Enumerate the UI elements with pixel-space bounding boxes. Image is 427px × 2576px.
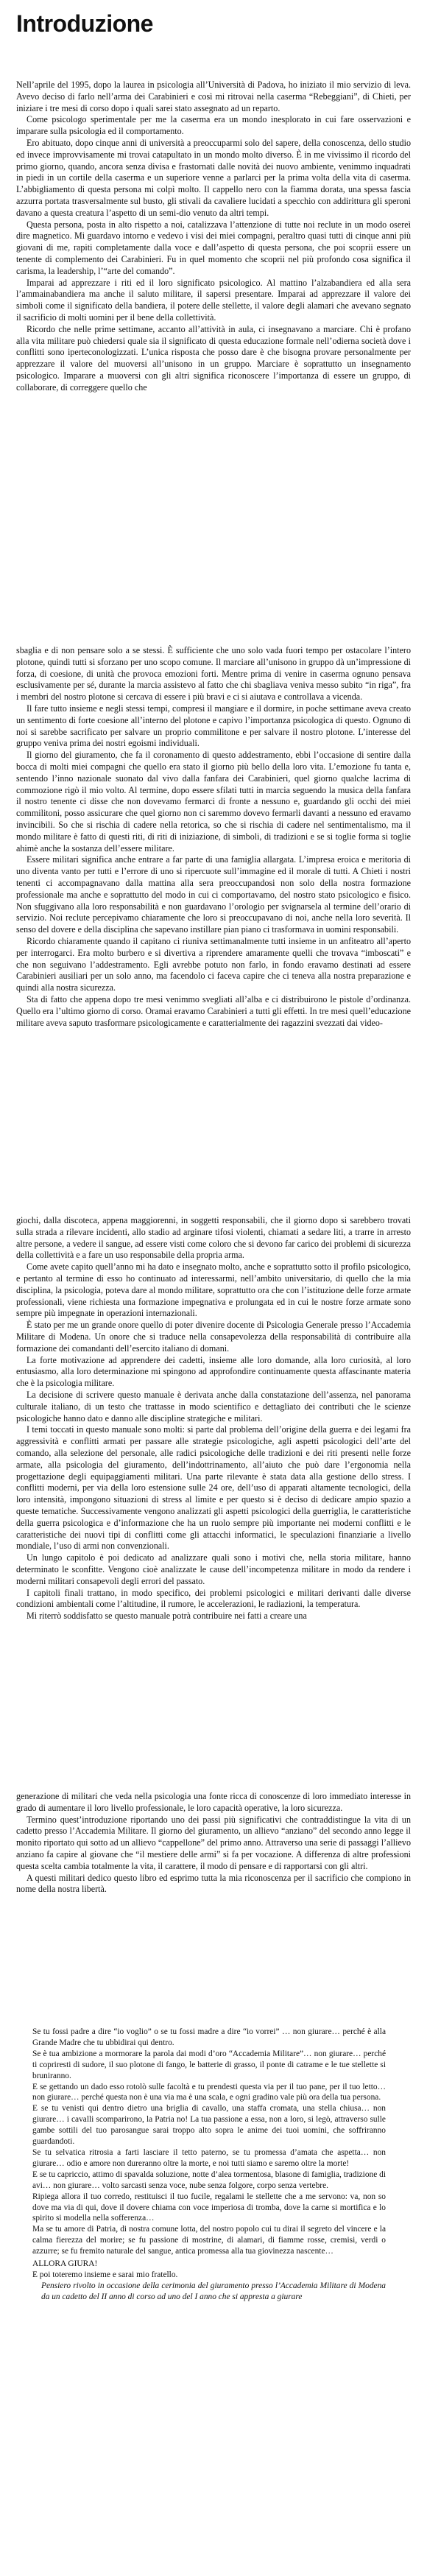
paragraph: La forte motivazione ad apprendere dei cadetti, insieme alle loro domande, alla loro curiosità, al loro entusiasmo, alla loro determinazione mi spingono ad approfondire continuamente questa affascinante materia che è la psicologia militare.	[16, 1354, 411, 1389]
paragraph: I capitoli finali trattano, in modo specifico, dei problemi psicologici e militari derivanti dalle diverse condizioni ambientali come l’altitudine, il rumore, le accelerazioni, le radiazioni, la temperatura.	[16, 1587, 411, 1610]
oath-poem	[16, 2027, 411, 2566]
paragraph: Ricordo che nelle prime settimane, accanto all’attività in aula, ci insegnavano a marciare. Chi è profano alla vita militare può chiedersi quale sia il significato di questa educazione formale nell’odierna società dove i conflitti sono iperteconologizzati. L’unica risposta che posso dare è che bisogna provare personalmente per apprezzare il valore del muoversi all’unisono in un gruppo. Marciare è soprattutto un insegnamento psicologico. Imparare a muoversi con gli altri significa riconoscere l’importanza di essere un gruppo, di collaborare, di correggere quello che	[16, 323, 411, 393]
paragraph: I temi toccati in questo manuale sono molti: si parte dal problema dell’origine della guerra e dei legami fra aggressività e conflitti armati per passare alle strategie psicologiche, agli aspetti psicologici dell’arte del comando, alla selezione del personale, alle radici psicologiche delle tradizioni e dei riti presenti nelle forze armate, alla psicologia del giuramento, dell’indottrinamento, all’aiuto che può dare l’ergonomia nella progettazione degli equipaggiamenti militari. Una parte rilevante è stata data alla gestione dello stress. I conflitti moderni, per via della loro estensione sulle 24 ore, dell’uso di apparati altamente tecnologici, della loro intensità, impongono situazioni di stress al limite e per questo si è deciso di dedicare ampio spazio a queste tematiche. Successivamente vengono analizzati gli aspetti psicologici della guerriglia, le caratteristiche della guerra psicologica e d’informazione che ha un ruolo sempre più importante nei moderni conflitti e le caratteristiche dei nuovi tipi di conflitti come gli attacchi informatici, le speculazioni finanziarie a livello mondiale, l’uso di armi non convenzionali.	[16, 1424, 411, 1552]
paragraph: Imparai ad apprezzare i riti ed il loro significato psicologico. Al mattino l’alzabandiera ed alla sera l’ammainabandiera ma anche il saluto militare, il sapersi presentare. Imparai ad apprezzare il valore dei simboli come il significato della bandiera, il potere delle stellette, il valore degli alamari che avevano segnato il sacrificio di molti uomini per il bene della collettività.	[16, 277, 411, 323]
paragraph: La decisione di scrivere questo manuale è derivata anche dalla constatazione dell’assenza, nel panorama culturale italiano, di un testo che trattasse in modo scientifico e dettagliato dei contributi che le scienze psicologiche hanno dato e danno alle discipline strategiche e militari.	[16, 1389, 411, 1424]
poem-stanza: Se tu fossi padre a dire “io voglio” o se tu fossi madre a dire “io vorrei” … non giurare… perché è alla Grande Madre che tu ubbidirai qui dentro.	[32, 2027, 386, 2047]
page-title: Introduzione	[16, 10, 153, 37]
poem-closing-line: E poi toteremo insieme e sarai mio fratello.	[32, 2270, 178, 2279]
poem-closing: ALLORA GIURA!	[32, 2259, 98, 2269]
paragraph: Come avete capito quell’anno mi ha dato e insegnato molto, anche e soprattutto sotto il profilo psicologico, e pertanto al termine di esso ho continuato ad interessarmi, nell’ambito universitario, di quello che la mia disciplina, la psicologia, poteva dare al mondo militare, soprattutto ora che con l’istituzione delle forze armate professionali, viene richiesta una formazione impegnativa e prolungata ed in cui le nostre forze armate sono sempre più impegnate in operazioni internazionali.	[16, 1261, 411, 1319]
poem-stanza: E se tu venisti qui dentro dietro una briglia di cavallo, una staffa cromata, una stella chiusa… non giurare… i cavalli scomparirono, la Patria no! La tua passione a essa, non a loro, si legò, attraverso sulle gambe sottili del tuo parosangue sarai troppo alto sopra le anime dei tuoi uomini, che soffriranno guardandoti.	[32, 2104, 386, 2147]
paragraph: È stato per me un grande onore quello di poter divenire docente di Psicologia Generale presso l’Accademia Militare di Modena. Un onore che si traduce nella consapevolezza della responsabilità di contribuire alla formazione dei comandanti dell’esercito italiano di domani.	[16, 1320, 411, 1354]
paragraph: Nell’aprile del 1995, dopo la laurea in psicologia all’Università di Padova, ho iniziato il mio servizio di leva. Avevo deciso di farlo nell’arma dei Carabinieri e così mi ritrovai nella caserma “Rebeggiani”, di Chieti, per iniziare i tre mesi di corso dopo i quali sarei stato assegnato ad un reparto.	[16, 80, 411, 113]
poem-stanza: Se è tua ambizione a mormorare la parola dai modi d’oro “Accademia Militare”… non giurare… perché ti copriresti di sudore, il suo plotone di fango, le batterie di grasso, il ponte di catrame e le tue stellette si bruniranno.	[32, 2049, 386, 2080]
paragraph: Il fare tutto insieme e negli stessi tempi, compresi il mangiare e il dormire, in poche settimane aveva creato un sentimento di forte coesione all’interno del plotone e capivo l’importanza psicologica di questo. Ognuno di noi si sarebbe sacrificato per salvare un proprio commilitone e per salvare il nostro plotone. L’interesse del gruppo veniva prima dei nostri egoismi individuali.	[16, 703, 411, 749]
paragraph: Questa persona, posta in alto rispetto a noi, catalizzava l’attenzione di tutte noi reclute in un modo osereì dire magnetico. Mi guardavo intorno e vedevo i visi dei miei compagni, peraltro quasi tutti di cinque anni più giovani di me, rapiti completamente dalla voce e dall’aspetto di questa persona, che poi scoprii essere un tenente di complemento dei Carabinieri. Fu in quel momento che scoprii nel più profondo cosa significa il carisma, la leadership, l’“arte del comando”.	[16, 219, 411, 276]
intro-column-2	[16, 645, 411, 1187]
paragraph: giochi, dalla discoteca, appena maggiorenni, in soggetti responsabili, che il giorno dopo si sarebbero trovati sulla strada a rilevare incidenti, allo stadio ad arginare tifosi violenti, chiamati a sedare liti, a trarre in arresto altre persone, a vedere il sangue, ad essere visti come coloro che si devono far carico dei problemi di sicurezza della collettività e a fare un uso responsabile della propria arma.	[16, 1215, 411, 1261]
paragraph: Ero abituato, dopo cinque anni di università a preoccuparmi solo del sapere, della conoscenza, dello studio ed invece improvvisamente mi trovai catapultato in un mondo molto diverso. È in me vivissimo il ricordo del primo giorno, quando, ancora senza divisa e frastornati dalle novità dei nuovo ambiente, venimmo inquadrati in piedi in un cortile della caserma e un superiore venne a parlarci per la prima volta della vita di caserma. L’abbigliamento di questa persona mi colpì molto. Il cappello nero con la fiamma dorata, una spessa fascia azzurra portata trasversalmente sul busto, gli stivali da cavaliere lucidati a specchio con addirittura gli speroni davano a questa creatura l’aspetto di un semi-dio venuto da altri tempi.	[16, 137, 411, 218]
poem-caption: Pensiero rivolto in occasione della cerimonia del giuramento presso l’Accademia Militare di Modena da un cadetto del II anno di corso ad uno del I anno che si appresta a giurare	[41, 2281, 386, 2301]
paragraph: Il giorno del giuramento, che fa il coronamento di questo addestramento, ebbi l’occasione di sentire dalla bocca di molti miei compagni che quello era stato il giorno più bello della loro vita. L’emozione fu tanta e, sentendo l’inno nazionale suonato dal vivo dalla fanfara dei Carabinieri, quel giorno qualche lacrima di commozione rigò il mio volto. Al termine, dopo essere sfilati tutti in marcia seguendo la musica della fanfara il nostro tenente ci disse che non dovevamo fermarci di fronte a nessuno e, guardando gli occhi dei miei commilitoni, posso assicurare che quel giorno non ci saremmo dovevo fermarli davanti a nessuno ed eravamo invincibili. So che si rischia di cadere nella retorica, so che si rischia di cadere nel sentimentalismo, ma il mondo militare è fatto di questi riti, di riti di iniziazione, di simboli, di tradizioni e se si toglie forma si toglie ahimè anche la sostanza dell’essere militare.	[16, 750, 411, 854]
paragraph: Mi riterrò soddisfatto se questo manuale potrà contribuire nei fatti a creare una	[27, 1611, 307, 1622]
paragraph: Ricordo chiaramente quando il capitano ci riuniva settimanalmente tutti insieme in un anfiteatro all’aperto per interrogarci. Era molto burbero e si divertiva a riprendere amaramente quelli che trovava “imboscati” e che non seguivano l’addestramento. Egli avrebbe potuto non farlo, in fondo eravamo destinati ad essere Carabinieri ausiliari per un solo anno, ma facendolo ci faceva capire che ci teneva alla nostra preparazione e quindi alla nostra sicurezza.	[16, 935, 411, 993]
poem-stanza: E se tu capriccio, attimo di spavalda soluzione, notte d’alea tormentosa, blasone di famiglia, tradizione di avi… non giurare… volto sarcasti senza voce, nube senza folgore, corpo senza vertebre.	[32, 2169, 386, 2190]
paragraph: Essere militari significa anche entrare a far parte di una famiglia allargata. L’impresa eroica e meritoria di uno diventa vanto per tutti e l’errore di uno si ripercuote sull’immagine ed il morale di tutti. A Chieti i nostri tenenti ci accompagnavano dalla mattina alla sera preoccupandosi non solo della nostra formazione professionale ma anche e soprattutto del modo in cui ci comportavamo, del nostro stato psicologico e fisico. Non sfuggivano alla loro responsabilità e non guardavano l’orologio per svignarsela al termine dell’orario di servizio. Noi reclute percepivamo chiaramente che loro si preoccupavano di noi, anche nella loro severità. Il senso del dovere e della disciplina che sapevano instillare pian piano ci trasformava in uomini responsabili.	[16, 854, 411, 935]
paragraph: Termino quest’introduzione riportando uno dei passi più significativi che contraddistingue la vita di un cadetto presso l’Accademia Militare. Il giorno del giuramento, un allievo “anziano” del secondo anno legge il monito riportato qui sotto ad un allievo “cappellone” del primo anno. Attraverso una serie di passaggi l’allievo anziano fa capire al giovane che “il mestiere delle armi” si fa per vocazione. A differenza di altre professioni questa scelta cambia totalmente la vita, il carattere, il modo di pensare e di rapportarsi con gli altri.	[16, 1814, 411, 1871]
intro-column-4	[16, 1791, 411, 2021]
paragraph: Un lungo capitolo è poi dedicato ad analizzare quali sono i motivi che, nella storia militare, hanno determinato le sconfitte. Vengono cioè analizzate le cause dell’incompetenza militare in modo da rendere i moderni militari consapevoli degli errori del passato.	[16, 1552, 411, 1586]
paragraph: sbaglia e di non pensare solo a se stessi. È sufficiente che uno solo vada fuori tempo per ostacolare l’intero plotone, quindi tutti si sforzano per uno scopo comune. Il marciare all’unisono in gruppo dà un’impressione di forza, di coesione, di unità che provoca emozioni forti. Mentre prima di venire in caserma ognuno pensava esclusivamente per sé, durante la marcia assistevo al fatto che chi sbagliava veniva messo subito “in riga”, fra i membri del nostro plotone si cercava di essere i più bravi e ci si aiutava e controllava a vicenda.	[16, 645, 411, 703]
poem-stanza: Se tu selvatica ritrosia a farti lasciare il tetto paterno, se tu promessa d’amata che aspetta… non giurare… odio e amore non dureranno oltre la morte, e noi tutti siamo e saremo oltre la morte!	[32, 2147, 386, 2168]
intro-column-3	[16, 1215, 411, 1757]
intro-column-1	[16, 80, 411, 622]
paragraph: generazione di militari che veda nella psicologia una fonte ricca di conoscenze di loro immediato interesse in grado di aumentare il loro livello professionale, le loro capacità operative, la loro sicurezza.	[16, 1791, 411, 1813]
paragraph: Come psicologo sperimentale per me la caserma era un mondo inesplorato in cui fare osservazioni e imparare sulla psicologia ed il comportamento.	[16, 114, 411, 137]
poem-stanza: Ripiega allora il tuo corredo, restituisci il tuo fucile, regalami le stellette che a me servono: va, non so dove ma via di qui, dove il dovere chiama con voce imperiosa di tromba, dove la carne si mortifica e lo spirito si modella nella sofferenza…	[32, 2192, 386, 2223]
poem-stanza: E se gettando un dado esso rotolò sulle facoltà e tu prendesti questa via per il tuo pane, per il tuo letto… non giurare… perché questa non è una via ma è una scala, e ogni gradino vale più ora della tua persona.	[32, 2082, 386, 2102]
paragraph: A questi militari dedico questo libro ed esprimo tutta la mia riconoscenza per il sacrificio che compiono in nome della nostra libertà.	[16, 1872, 411, 1895]
poem-stanza: Ma se tu amore di Patria, di nostra comune lotta, del nostro popolo cui tu dirai il segreto del vincere e la calma fierezza del morire; se fu passione di mostrine, di alamari, di fiamme rosse, cremisi, verdi o azzurre; se fu fremito naturale del sangue, antica promessa alla tua giovinezza nascente…	[32, 2225, 386, 2256]
paragraph: Sta di fatto che appena dopo tre mesi venimmo svegliati all’alba e ci distribuirono le pistole d’ordinanza. Quello era l’ultimo giorno di corso. Oramai eravamo Carabinieri a tutti gli effetti. In tre mesi quell’educazione militare aveva saputo trasformare psicologicamente e caratterialmente dei ragazzini svezzati dai video-	[16, 993, 411, 1028]
